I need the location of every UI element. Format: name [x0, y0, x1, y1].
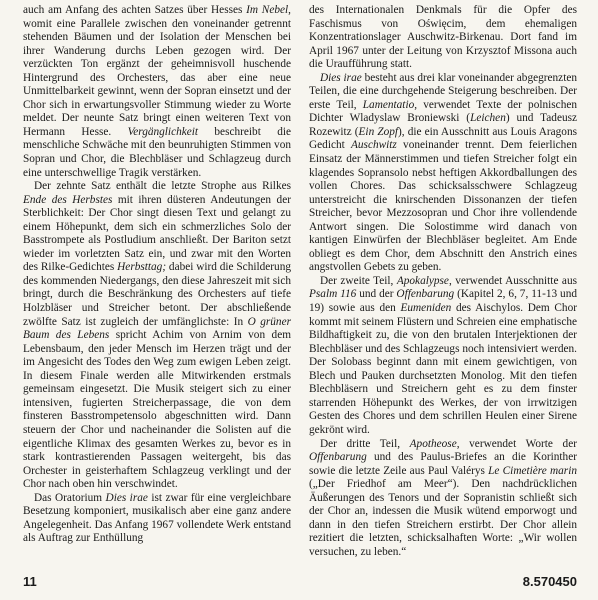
italic-title: Eumeniden	[400, 302, 452, 315]
italic-title: Dies irae	[320, 71, 362, 84]
text-run: Der zehnte Satz enthält die letzte Strophe aus Rilkes	[34, 180, 291, 193]
italic-title: Im Nebel	[246, 4, 289, 16]
text-run: und des Paulus-Briefes an die Korinther sowie die letzte Zeile aus Paul Valérys	[309, 451, 577, 477]
text-run: des Aischylos. Dem Chor kommt mit seinem Flüstern und Schreien eine emphatische Bildhaftigkeit zu, die von den brutalen Interjektionen der Blechbläser und des Schlagzeugs noch intensiviert werden. Der Solobass beginnt dann mit einem gewichtigen, von Blech und Pauken durchsetzten Monolog. Mit den tiefen Blechbläsern und Streichern geht es zu dem finster starrenden Höhepunkt des Werkes, der von irrwitzigen Gesten des Chores und dem schrillen Heulen einer Sirene gekrönt wird.	[309, 302, 577, 436]
text-run: des Internationalen Denkmals für die Opfer des Faschismus von Oświęcim, dem ehemaligen Konzentrationslager Auschwitz-Birkenau. Dort fand im April 1967 unter der Leitung von Krzysztof Missona auch die Uraufführung statt.	[309, 4, 577, 71]
text-run: , womit eine Parallele zwischen den voneinander getrennt stehenden Bäumen und der Isolation der Menschen bei ihrer Wanderung durchs Leben gezogen wird. Der verzückten Ton ergänzt der geheimnisvoll huschende Hintergrund des Orchesters, das aber eine neue Unmittelbarkeit gewinnt, wenn der Sopran einsetzt und der Chor sich in erwartungsvoller Stimmung wieder zu Worte meldet. Der neunte Satz bringt einen weiteren Text von Hermann Hesse.	[23, 4, 291, 138]
text-run: , verwendet Ausschnitte aus	[448, 274, 577, 287]
italic-title: Apotheose	[409, 437, 457, 450]
text-run: ), die ein Ausschnitt aus Louis Aragons Gedicht	[309, 125, 578, 152]
italic-title: Dies irae	[105, 491, 148, 504]
left-text-column	[23, 4, 291, 546]
italic-title: Ein Zopf	[358, 125, 399, 138]
paragraph	[23, 4, 291, 180]
italic-title: Offenbarung	[309, 451, 367, 464]
text-run: („Der Friedhof am Meer“). Den nachdrücklichen Äußerungen des Tenors und der Sopranistin schließt sich der Chor an, indessen die Musik wütend emporwogt und dann in den tiefen Streichern erstirbt. Der Chor allein rezitiert die letzten, schicksalhaften Worte: „Wir wollen versuchen, zu leben.“	[309, 478, 577, 558]
text-run: , verwendet Worte der	[456, 437, 577, 450]
italic-title: Vergänglichkeit	[127, 125, 199, 138]
italic-title: Lamentatio	[362, 98, 415, 111]
paragraph	[309, 4, 577, 72]
italic-title: O grüner Baum des Lebens	[23, 315, 291, 342]
text-run: besteht aus drei klar voneinander abgegrenzten Teilen, die eine durchgehende Steigerung beschreiben. Der erste Teil,	[309, 71, 577, 111]
text-run: beschreibt die menschliche Schwäche mit den beunruhigten Stimmen von Sopran und Chor, die Blechbläser und Schlagzeug durch eine unterschwellige Tragik verstärken.	[23, 125, 291, 179]
text-run: Das Oratorium	[34, 491, 106, 504]
text-run: spricht Achim von Arnim von dem Lebensbaum, den jeder Mensch im Herzen trägt und der im Angesicht des Todes den Weg zum ewigen Leben zeigt. In diesem Finale werden alle Mitwirkenden erstmals gemeinsam eingesetzt. Die Musik steigert sich zu einer intensiven, fugierten Streicherpassage, die von dem finsteren Basstrompetensolo abgeschnitten wird. Dann steuern der Chor und nacheinander die Solisten auf die eigentliche Klimax des gesamten Werkes zu, bevor es in stark kontrastierenden Passagen weitergeht, bis das Orchester in geisterhaftem Schlagzeug verklingt und der Chor nach oben hin verschwindet.	[23, 329, 291, 491]
text-run: mit ihren düsteren Andeutungen der Sterblichkeit: Der Chor singt diesen Text und gelangt zu einem Höhepunkt, dem sich ein schmerzliches Solo der Basstrompete als Postludium anschließt. Der Bariton setzt wieder im vorletzten Satz ein, und zwar mit den Worten des Rilke-Gedichtes	[23, 193, 291, 274]
text-run: dabei wird die Schilderung des kommenden Niedergangs, den diese Jahreszeit mit sich bringt, durch die Beschränkung des Orchesters auf tiefe Holzbläser und Streicher betont. Der abschließende zwölfte Satz ist zugleich der umfänglichste: In	[23, 261, 291, 328]
text-run: Der dritte Teil,	[320, 437, 410, 450]
text-run: (Kapitel 2, 6, 7, 11-13 und 19) sowie aus den	[309, 288, 578, 315]
italic-title: Ende des Herbstes	[23, 193, 113, 206]
right-text-column	[309, 4, 577, 559]
italic-title: Leichen	[470, 112, 506, 125]
paragraph	[309, 275, 577, 438]
italic-title: Apokalypse	[396, 274, 449, 287]
text-run: Der zweite Teil,	[320, 274, 397, 287]
catalog-number: 8.570450	[522, 574, 577, 589]
text-run: ) und Tadeusz Rozewitz (	[309, 112, 578, 138]
text-run: auch am Anfang des achten Satzes über Hesses	[23, 4, 247, 16]
text-run: voneinander trennt. Dem feierlichen Einsatz der Männerstimmen und tiefen Streicher folgt ein klagendes Sopransolo nebst heftigen Akkordballungen des vollen Chores. Das schicksalsschwere Schlagzeug unterstreicht die knirschenden Dissonanzen der tiefen Streicher, bevor Mezzosopran und Chor ihre vollendende Antwort singen. Die Solostimme wird danach von kantigen Einwürfen der Blechbläser begleitet. Am Ende obliegt es dem Chor, dem Abschnitt den Anstrich eines angstvollen Gebets zu geben.	[309, 139, 577, 274]
paragraph	[309, 72, 577, 275]
italic-title: Le Cimetière marin	[488, 464, 577, 477]
italic-title: Offenbarung	[396, 288, 455, 301]
italic-title: Psalm 116	[309, 288, 357, 301]
paragraph	[309, 438, 577, 560]
italic-title: Herbsttag;	[117, 261, 167, 274]
text-run: , verwendet Texte der polnischen Dichter Wladyslaw Broniewski (	[309, 98, 578, 125]
text-run: und der	[356, 288, 397, 301]
page-number: 11	[23, 574, 37, 589]
paragraph	[23, 180, 291, 492]
paragraph	[23, 492, 291, 546]
italic-title: Auschwitz	[351, 139, 397, 152]
page-footer	[23, 574, 577, 590]
text-run: ist zwar für eine vergleichbare Besetzung komponiert, musikalisch aber eine ganz andere Angelegenheit. Das Anfang 1967 vollendete Werk entstand als Auftrag zur Enthüllung	[23, 491, 291, 545]
